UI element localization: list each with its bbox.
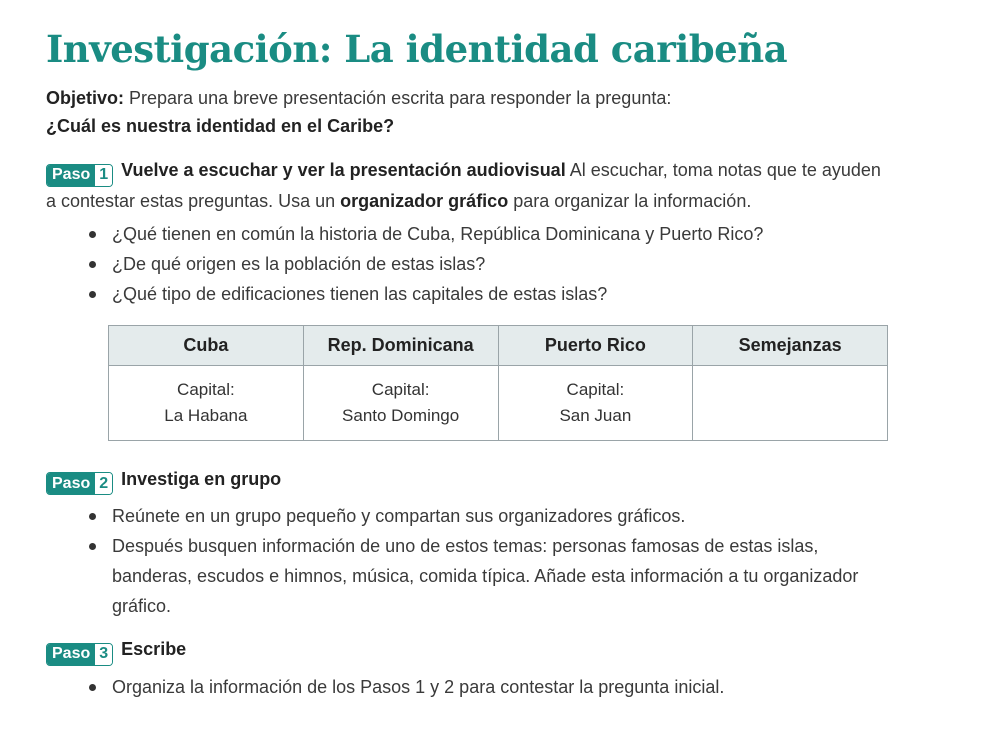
table-cell [303, 365, 498, 440]
cell-label: Capital: [371, 379, 430, 399]
step-1-text-bold: organizador gráfico [340, 190, 509, 211]
table-header: Puerto Rico [498, 325, 693, 365]
table-cell [498, 365, 693, 440]
table-header: Semejanzas [693, 325, 888, 365]
step-3-badge-number: 3 [95, 644, 112, 665]
step-1-badge [46, 164, 113, 187]
graphic-organizer-table [108, 325, 888, 441]
step-2-intro [46, 465, 946, 496]
step-3-badge-word: Paso [47, 644, 95, 665]
step-2-badge [46, 472, 113, 495]
list-item: ¿De qué origen es la población de estas islas? [112, 249, 946, 279]
step-2-badge-word: Paso [47, 473, 95, 494]
objective-question: ¿Cuál es nuestra identidad en el Caribe? [46, 116, 395, 136]
step-3-heading: Escribe [121, 639, 187, 659]
step-2-badge-number: 2 [95, 473, 112, 494]
step-1-heading: Vuelve a escuchar y ver la presentación audiovisual [121, 160, 566, 180]
worksheet-page [46, 24, 946, 702]
objective-label: Objetivo: [46, 88, 125, 108]
list-item: ¿Qué tienen en común la historia de Cuba, República Dominicana y Puerto Rico? [112, 219, 946, 249]
table-row [109, 365, 888, 440]
step-2-heading: Investiga en grupo [121, 468, 282, 489]
list-item: ¿Qué tipo de edificaciones tienen las capitales de estas islas? [112, 279, 946, 309]
list-item: Reúnete en un grupo pequeño y compartan sus organizadores gráficos. [112, 501, 882, 531]
objective [46, 84, 946, 140]
cell-value: La Habana [164, 405, 248, 425]
step-2-list [46, 501, 882, 621]
step-3-list [46, 672, 946, 702]
cell-value: Santo Domingo [342, 405, 460, 425]
table-header: Cuba [109, 325, 304, 365]
step-3-intro [46, 635, 946, 666]
table-header: Rep. Dominicana [303, 325, 498, 365]
step-1-list [46, 219, 946, 309]
list-item: Después busquen información de uno de estos temas: personas famosas de estas islas, banderas, escudos e himnos, música, comida típica. Añade esta información a tu organizador gráfico. [112, 531, 882, 621]
step-1-badge-word: Paso [47, 165, 95, 186]
list-item: Organiza la información de los Pasos 1 y 2 para contestar la pregunta inicial. [112, 672, 946, 702]
table-header-row [109, 325, 888, 365]
step-1-text-b: para organizar la información. [508, 190, 752, 211]
cell-label: Capital: [177, 379, 235, 399]
page-title: Investigación: La identidad caribeña [46, 27, 788, 71]
table-cell-empty [693, 365, 888, 440]
step-1-text-a: Al escuchar, toma notas que te ayuden a contestar estas preguntas. Usa un [46, 160, 881, 211]
table-cell [109, 365, 304, 440]
step-3-badge [46, 643, 113, 666]
objective-text: Prepara una breve presentación escrita para responder la pregunta: [124, 88, 672, 108]
step-1-badge-number: 1 [95, 165, 112, 186]
cell-label: Capital: [566, 379, 625, 399]
cell-value: San Juan [559, 405, 632, 425]
step-1-intro [46, 156, 886, 215]
